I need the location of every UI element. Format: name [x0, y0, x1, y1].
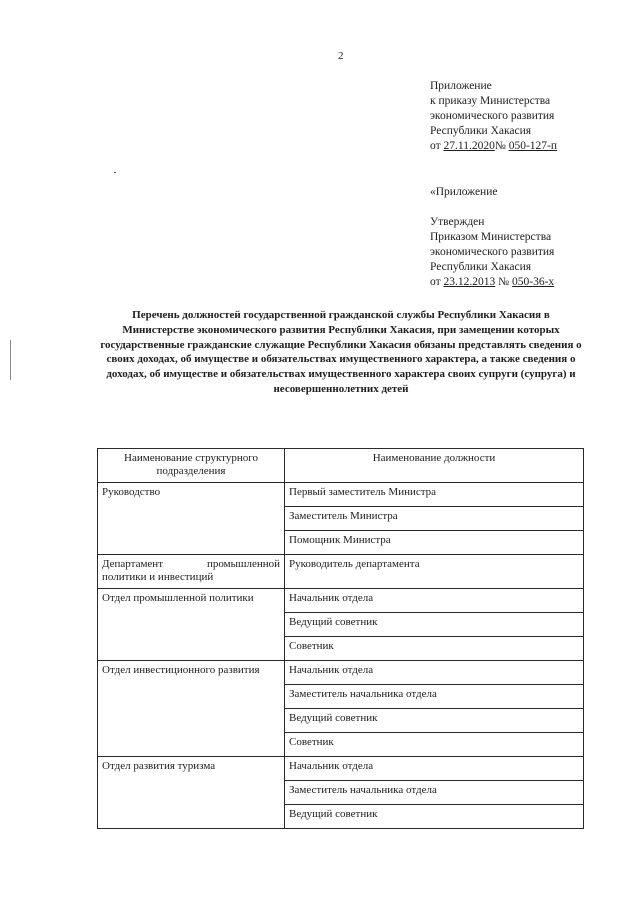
table-row	[98, 661, 584, 685]
position-cell: Ведущий советник	[285, 709, 584, 733]
appendix-line: к приказу Министерства	[430, 95, 551, 107]
appendix-line: экономического развития	[430, 110, 555, 122]
approved-line: Республики Хакасия	[430, 261, 532, 273]
position-cell: Советник	[285, 733, 584, 757]
position-cell: Начальник отдела	[285, 589, 584, 613]
appendix-date: 27.11.2020	[443, 140, 495, 152]
approved-number-sign: №	[495, 276, 512, 288]
appendix-number-sign: №	[494, 140, 509, 152]
appendix-line: Республики Хакасия	[430, 125, 532, 137]
page-number: 2	[338, 50, 344, 62]
approved-line: экономического развития	[430, 246, 555, 258]
position-cell: Заместитель Министра	[285, 507, 584, 531]
table-row	[98, 555, 584, 589]
position-cell: Заместитель начальника отдела	[285, 685, 584, 709]
unit-cell: Отдел развития туризма	[98, 757, 285, 829]
positions-table	[97, 448, 584, 829]
approved-number: 050-36-х	[511, 276, 555, 288]
position-cell: Руководитель департамента	[285, 555, 584, 589]
table-row	[98, 589, 584, 613]
position-cell: Ведущий советник	[285, 805, 584, 829]
approved-line: Утвержден	[430, 216, 485, 228]
position-cell: Начальник отдела	[285, 661, 584, 685]
unit-cell: Отдел инвестиционного развития	[98, 661, 285, 757]
appendix-number: 050-127-п	[508, 140, 558, 152]
position-cell: Советник	[285, 637, 584, 661]
table-row	[98, 757, 584, 781]
approved-date-prefix: от	[430, 276, 444, 288]
position-cell: Первый заместитель Министра	[285, 483, 584, 507]
header-unit: Наименование структурного подразделения	[98, 449, 285, 483]
position-cell: Начальник отдела	[285, 757, 584, 781]
approved-heading: «Приложение	[430, 186, 498, 198]
table-row	[98, 483, 584, 507]
appendix-date-line	[430, 139, 557, 154]
header-position: Наименование должности	[285, 449, 584, 483]
unit-cell: Руководство	[98, 483, 285, 555]
appendix-line: Приложение	[430, 80, 492, 92]
position-cell: Ведущий советник	[285, 613, 584, 637]
approved-block	[430, 185, 554, 290]
appendix-block	[430, 79, 557, 154]
scan-margin-mark	[10, 340, 11, 380]
table-header-row	[98, 449, 584, 483]
unit-cell: Департамент промышленной политики и инвестиций	[98, 555, 285, 589]
appendix-date-prefix: от	[430, 140, 444, 152]
approved-date: 23.12.2013	[443, 276, 496, 288]
scan-speck	[114, 172, 116, 173]
position-cell: Помощник Министра	[285, 531, 584, 555]
approved-date-line	[430, 275, 554, 290]
approved-line: Приказом Министерства	[430, 231, 552, 243]
position-cell: Заместитель начальника отдела	[285, 781, 584, 805]
document-title: Перечень должностей государственной гражданской службы Республики Хакасия в Министерстве экономического развития Республики Хакасия, при замещении которых государственные гражданские служащие Республики Хакасия обязаны представлять сведения о своих доходах, об имуществе и обязательствах имущественного характера, а также сведения о доходах, об имуществе и обязательствах имущественного характера своих супруги (супруга) и несовершеннолетних детей	[100, 309, 582, 395]
unit-cell: Отдел промышленной политики	[98, 589, 285, 661]
